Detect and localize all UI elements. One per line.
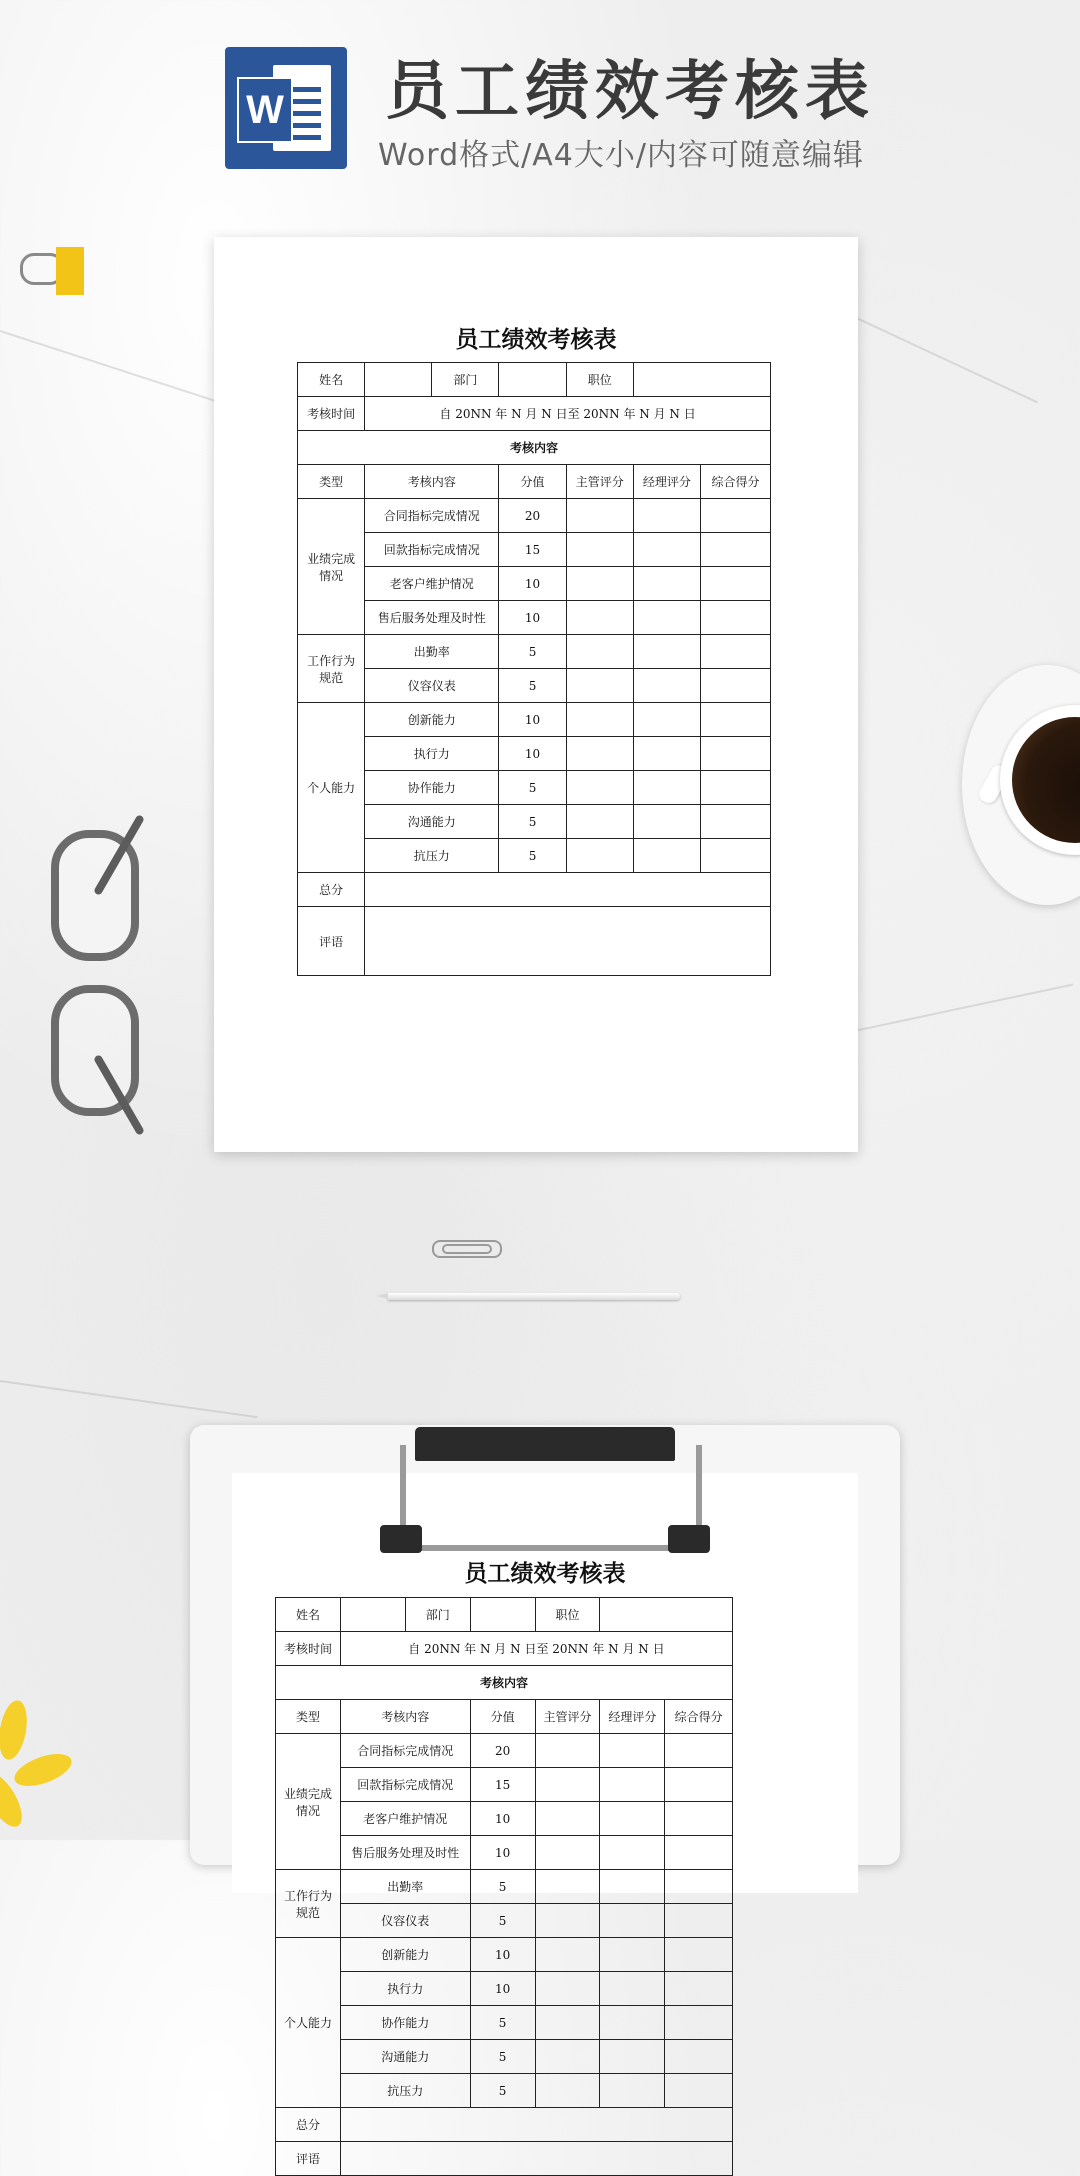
table-row [276,1972,733,2006]
supervisor-score-cell [535,2006,600,2040]
position-label: 职位 [535,1598,600,1632]
manager-score-cell [600,1870,665,1904]
item-score-cell: 5 [470,2074,535,2108]
manager-score-cell [600,2006,665,2040]
item-score-cell: 10 [470,1972,535,2006]
total-value-cell [365,873,771,907]
manager-score-cell [600,1836,665,1870]
overall-score-cell [665,2040,733,2074]
overall-score-cell [665,1836,733,1870]
name-value-cell [340,1598,405,1632]
coffee-cup-icon [962,665,1080,905]
supervisor-score-cell [566,669,633,703]
item-score-cell: 10 [499,703,566,737]
table-row [298,805,771,839]
flower-icon [0,1700,70,1850]
column-header: 综合得分 [665,1700,733,1734]
overall-score-cell [665,1768,733,1802]
position-value-cell [633,363,770,397]
table-row [276,1768,733,1802]
item-content-cell: 出勤率 [365,635,499,669]
table-row [276,2074,733,2108]
word-letter: W [237,77,293,143]
manager-score-cell [600,2040,665,2074]
item-score-cell: 5 [470,2040,535,2074]
column-header: 考核内容 [365,465,499,499]
table-row [298,771,771,805]
category-cell: 业绩完成 情况 [298,499,365,635]
manager-score-cell [600,1904,665,1938]
clip-bar [415,1427,675,1461]
table-row [276,1802,733,1836]
info-row [276,1598,733,1632]
binder-clip-icon [20,243,84,298]
item-content-cell: 创新能力 [365,703,499,737]
supervisor-score-cell [535,1734,600,1768]
word-icon [225,47,347,169]
manager-score-cell [600,1972,665,2006]
column-header: 类型 [276,1700,341,1734]
item-score-cell: 5 [499,771,566,805]
total-value-cell [340,2108,732,2142]
table-row [276,1836,733,1870]
supervisor-score-cell [566,737,633,771]
overall-score-cell [700,669,770,703]
table-row [276,2040,733,2074]
overall-score-cell [700,737,770,771]
item-score-cell: 5 [499,669,566,703]
item-content-cell: 回款指标完成情况 [365,533,499,567]
item-score-cell: 5 [499,805,566,839]
paperclip-icon [432,1240,502,1258]
manager-score-cell [633,635,700,669]
overall-score-cell [665,1972,733,2006]
content-heading-row [298,431,771,465]
table-row [298,737,771,771]
item-content-cell: 抗压力 [340,2074,470,2108]
manager-score-cell [633,805,700,839]
overall-score-cell [665,1870,733,1904]
column-header: 经理评分 [600,1700,665,1734]
position-value-cell [600,1598,733,1632]
item-score-cell: 15 [470,1768,535,1802]
header-title: 员工绩效考核表 [385,55,875,129]
overall-score-cell [665,1904,733,1938]
supervisor-score-cell [566,703,633,737]
info-row [298,363,771,397]
supervisor-score-cell [566,499,633,533]
item-score-cell: 20 [499,499,566,533]
category-cell: 个人能力 [276,1938,341,2108]
supervisor-score-cell [535,1972,600,2006]
supervisor-score-cell [535,1938,600,1972]
column-header-row [276,1700,733,1734]
period-value: 自 20NN 年 N 月 N 日至 20NN 年 N 月 N 日 [365,397,771,431]
supervisor-score-cell [566,533,633,567]
table-row [298,669,771,703]
overall-score-cell [665,1734,733,1768]
manager-score-cell [633,703,700,737]
manager-score-cell [600,1734,665,1768]
document-sheet [214,237,858,1152]
table-row [298,703,771,737]
item-content-cell: 创新能力 [340,1938,470,1972]
item-content-cell: 仪容仪表 [340,1904,470,1938]
manager-score-cell [633,533,700,567]
manager-score-cell [633,737,700,771]
column-header: 分值 [470,1700,535,1734]
supervisor-score-cell [566,771,633,805]
supervisor-score-cell [566,601,633,635]
marble-vein [0,1380,258,1418]
column-header: 经理评分 [633,465,700,499]
content-heading: 考核内容 [298,431,771,465]
item-content-cell: 老客户维护情况 [365,567,499,601]
column-header: 分值 [499,465,566,499]
overall-score-cell [665,2074,733,2108]
supervisor-score-cell [566,635,633,669]
document-title: 员工绩效考核表 [455,326,617,353]
pencil-icon [388,1293,680,1300]
category-cell: 工作行为 规范 [276,1870,341,1938]
comments-label: 评语 [276,2142,341,2176]
department-label: 部门 [432,363,499,397]
comments-label: 评语 [298,907,365,976]
item-content-cell: 出勤率 [340,1870,470,1904]
category-cell: 工作行为 规范 [298,635,365,703]
item-content-cell: 执行力 [365,737,499,771]
comments-value-cell [365,907,771,976]
header-subtitle: Word格式/A4大小/内容可随意编辑 [378,138,864,173]
clipboard-appraisal-table [275,1597,733,2176]
item-content-cell: 仪容仪表 [365,669,499,703]
supervisor-score-cell [535,1768,600,1802]
appraisal-table [297,362,771,976]
table-row [298,533,771,567]
overall-score-cell [700,635,770,669]
column-header: 主管评分 [566,465,633,499]
item-score-cell: 5 [470,1870,535,1904]
item-score-cell: 10 [470,1938,535,1972]
manager-score-cell [600,1938,665,1972]
table-row [276,1870,733,1904]
table-row [298,839,771,873]
manager-score-cell [633,601,700,635]
supervisor-score-cell [535,2074,600,2108]
category-cell: 个人能力 [298,703,365,873]
period-label: 考核时间 [298,397,365,431]
item-content-cell: 执行力 [340,1972,470,2006]
total-row [276,2108,733,2142]
table-row [276,1734,733,1768]
period-row [298,397,771,431]
item-content-cell: 沟通能力 [365,805,499,839]
item-score-cell: 10 [470,1802,535,1836]
item-content-cell: 协作能力 [340,2006,470,2040]
glasses-icon [45,810,135,1130]
manager-score-cell [633,669,700,703]
table-row [298,567,771,601]
column-header: 综合得分 [700,465,770,499]
item-content-cell: 回款指标完成情况 [340,1768,470,1802]
manager-score-cell [633,499,700,533]
column-header-row [298,465,771,499]
overall-score-cell [700,601,770,635]
table-row [276,2006,733,2040]
clipboard-document-title: 员工绩效考核表 [464,1560,626,1587]
table-row [298,635,771,669]
overall-score-cell [700,567,770,601]
position-label: 职位 [566,363,633,397]
supervisor-score-cell [566,567,633,601]
table-row [276,1904,733,1938]
department-value-cell [470,1598,535,1632]
item-score-cell: 5 [470,1904,535,1938]
period-value: 自 20NN 年 N 月 N 日至 20NN 年 N 月 N 日 [340,1632,732,1666]
supervisor-score-cell [535,1802,600,1836]
overall-score-cell [665,1802,733,1836]
manager-score-cell [633,567,700,601]
content-heading: 考核内容 [276,1666,733,1700]
department-label: 部门 [405,1598,470,1632]
table-row [298,499,771,533]
supervisor-score-cell [535,1870,600,1904]
item-score-cell: 15 [499,533,566,567]
item-content-cell: 抗压力 [365,839,499,873]
total-row [298,873,771,907]
total-label: 总分 [298,873,365,907]
category-cell: 业绩完成 情况 [276,1734,341,1870]
overall-score-cell [700,703,770,737]
item-score-cell: 10 [499,737,566,771]
item-score-cell: 10 [499,567,566,601]
comments-row [298,907,771,976]
manager-score-cell [633,839,700,873]
overall-score-cell [700,533,770,567]
overall-score-cell [665,2006,733,2040]
supervisor-score-cell [566,805,633,839]
item-score-cell: 20 [470,1734,535,1768]
name-label: 姓名 [276,1598,341,1632]
comments-row [276,2142,733,2176]
overall-score-cell [665,1938,733,1972]
item-score-cell: 5 [499,839,566,873]
item-score-cell: 5 [470,2006,535,2040]
period-label: 考核时间 [276,1632,341,1666]
clipboard-table-body [276,1598,733,2176]
item-score-cell: 10 [470,1836,535,1870]
name-label: 姓名 [298,363,365,397]
table-row [276,1938,733,1972]
supervisor-score-cell [535,1836,600,1870]
item-content-cell: 沟通能力 [340,2040,470,2074]
period-row [276,1632,733,1666]
item-content-cell: 售后服务处理及时性 [340,1836,470,1870]
item-content-cell: 协作能力 [365,771,499,805]
manager-score-cell [600,2074,665,2108]
item-content-cell: 老客户维护情况 [340,1802,470,1836]
overall-score-cell [700,805,770,839]
department-value-cell [499,363,566,397]
clip-foot-right [668,1525,710,1553]
overall-score-cell [700,839,770,873]
comments-value-cell [340,2142,732,2176]
column-header: 主管评分 [535,1700,600,1734]
total-label: 总分 [276,2108,341,2142]
supervisor-score-cell [535,1904,600,1938]
item-content-cell: 合同指标完成情况 [365,499,499,533]
item-content-cell: 合同指标完成情况 [340,1734,470,1768]
manager-score-cell [633,771,700,805]
content-heading-row [276,1666,733,1700]
appraisal-table-body [298,363,771,976]
manager-score-cell [600,1802,665,1836]
column-header: 考核内容 [340,1700,470,1734]
overall-score-cell [700,771,770,805]
supervisor-score-cell [535,2040,600,2074]
item-score-cell: 10 [499,601,566,635]
supervisor-score-cell [566,839,633,873]
name-value-cell [365,363,432,397]
clip-foot-left [380,1525,422,1553]
item-score-cell: 5 [499,635,566,669]
column-header: 类型 [298,465,365,499]
overall-score-cell [700,499,770,533]
manager-score-cell [600,1768,665,1802]
clipboard-preview [190,1425,900,2166]
table-row [298,601,771,635]
item-content-cell: 售后服务处理及时性 [365,601,499,635]
